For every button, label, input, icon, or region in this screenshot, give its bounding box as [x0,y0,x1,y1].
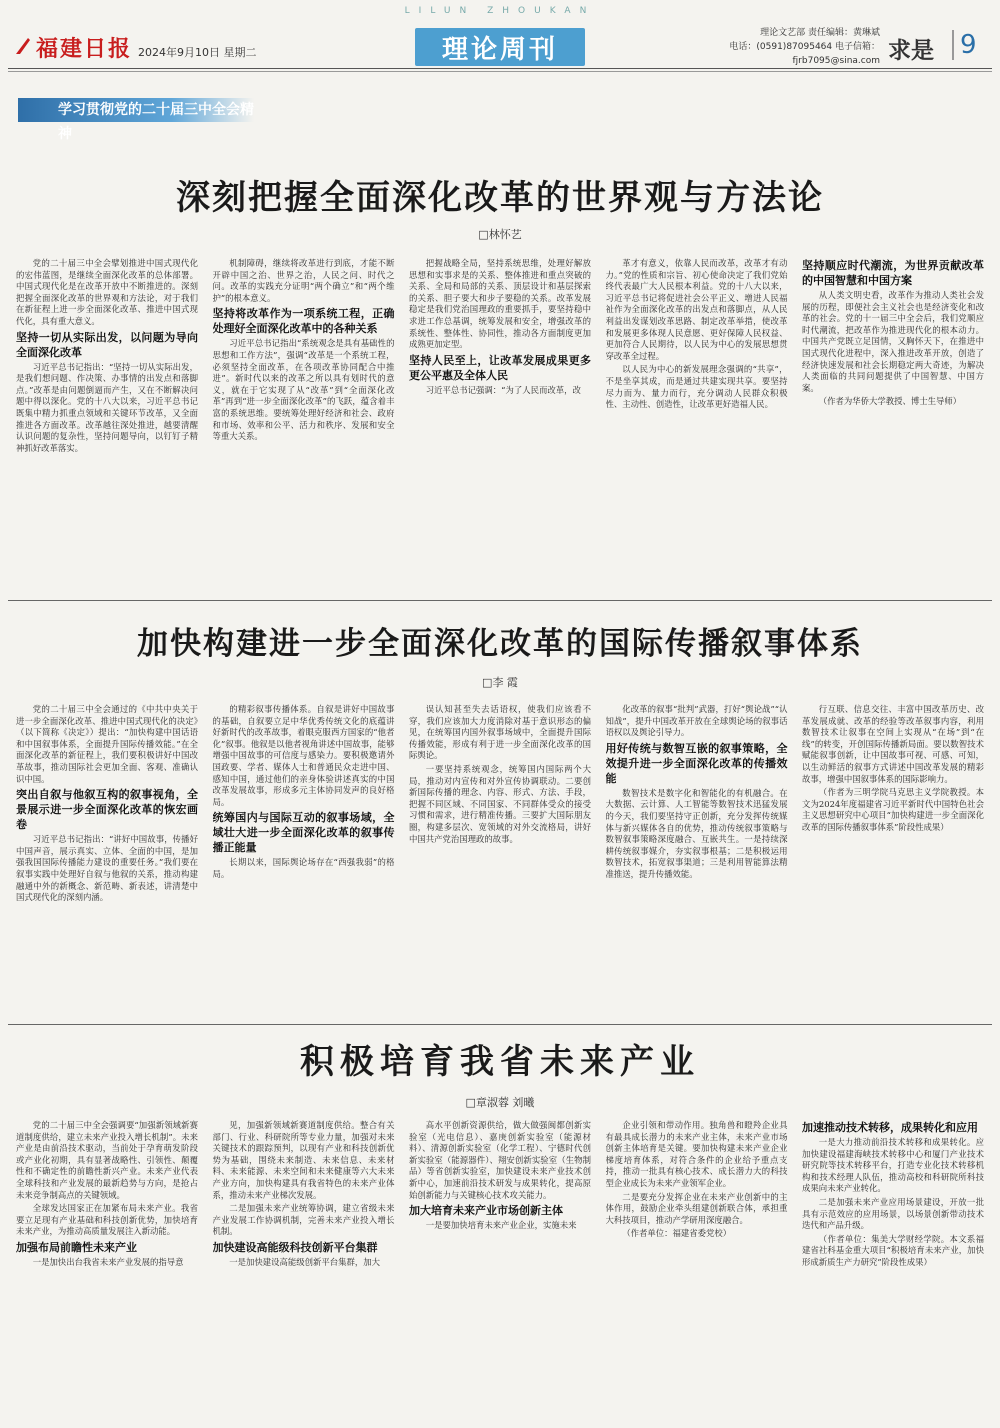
topic-ribbon: 学习贯彻党的二十届三中全会精神 [18,98,254,122]
article1-byline: □林怀艺 [478,228,522,241]
masthead-divider-thin [8,71,992,72]
body-paragraph: 革才有意义，依靠人民而改革，改革才有动力。”党的性质和宗旨、初心使命决定了我们党始终代表最广大人民根本利益。党的十八大以来，习近平总书记将促进社会公平正义、增进人民福祉作为全面深化改革的出发点和落脚点，从人民利益出发谋划改革思路、制定改革举措，使改革和发展更多体现人民意愿、更好保障人民权益、更加符合人民期待，以人民为中心的发展思想贯穿改革全过程。 [605,258,788,361]
section-name: 求是 [888,38,934,64]
section-heading: 坚持一切从实际出发，以问题为导向全面深化改革 [16,330,198,359]
article1-column [802,258,984,594]
section-heading: 加快建设高能级科技创新平台集群 [212,1240,378,1254]
body-paragraph: 一是加快建设高能级创新平台集群，加大 [229,1256,381,1267]
article2-column [606,704,788,1016]
top-pinyin: LILUN ZHOUKAN [404,6,596,16]
body-paragraph: 化改革的叙事“批判”武器，打好“舆论战”“认知战”，提升中国改革开放在全球舆论场的叙事话语权以及舆论引导力。 [605,704,788,738]
section-heading: 突出自叙与他叙互构的叙事视角，全景展示进一步全面深化改革的恢宏画卷 [16,788,198,832]
body-paragraph: 一是加快出台我省未来产业发展的指导意 [32,1256,184,1267]
body-paragraph: 一要坚持系统观念，统筹国内国际两个大局，推动对内宣传和对外宣传协调联动。二要创新国际传播的理念、内容、形式、方法、手段，把握不同区域、不同国家、不同群体受众的接受习惯和需求，进行精准传播。三要扩大国际朋友圈，构建多层次、宽领域的对外交流格局，讲好中国共产党治国理政的故事。 [409,763,591,844]
body-paragraph: 机制障碍，继续将改革进行到底，才能不断开辟中国之治、世界之治，人民之问、时代之问。改革的实践充分证明“两个确立”和“两个维护”的根本意义。 [212,258,395,303]
newspaper-logo [14,32,134,62]
masthead-divider [8,68,992,69]
body-paragraph: 见，加强新领域新赛道制度供给。整合有关部门、行业、科研院所等专业力量，加强对未来关键技术的跟踪预判，以现有产业和科技创新优势为基础，围绕未来制造、未来信息、未来材料、未来能源、未来空间和未来健康等六大未来产业方向，加快构建具有我省特色的未来产业体系，推动未来产业梯次发展。 [212,1120,395,1200]
body-paragraph: 高水平创新资源供给，做大做强闽都创新实验室（光电信息）、嘉庚创新实验室（能源材料）、清源创新实验室（化学工程）、宁德时代创新实验室（能源器件）、翔安创新实验室（生物制品）等省创新实验室，加快建设未来产业技术创新中心，加速前沿技术研发与成果转化，提高原始创新能力与关键核心技术攻关能力。 [409,1120,591,1200]
body-paragraph: 一是要加快培育未来产业企业，实施未来 [425,1220,577,1231]
article2-byline: □李 霞 [482,676,518,689]
article2-column [213,704,395,1016]
article-divider [8,600,992,601]
article1-column [606,258,788,594]
article3-column [409,1120,591,1420]
section-heading: 坚持顺应时代潮流，为世界贡献改革的中国智慧和中国方案 [802,259,984,287]
article1-title: 深刻把握全面深化改革的世界观与方法论 [176,178,824,218]
editor-line: 理论文艺部 责任编辑：黄琳斌 [760,28,880,38]
section-heading: 用好传统与数智互嵌的叙事策略，全效提升进一步全面深化改革的传播效能 [605,741,788,785]
body-paragraph: 企业引领和带动作用。独角兽和瞪羚企业具有最具成长潜力的未来产业主体，未来产业市场创新主体培育是关键。要加快构建未来产业企业梯度培育体系，对符合条件的企业给予重点支持，推动一批具有核心技术、成长潜力大的科技型企业成长为未来产业领军企业。 [605,1120,788,1188]
body-paragraph: 行互联、信息交往、丰富中国改革历史、改革发展成就、改革的经验等改革叙事内容，利用数智技术让叙事在空间上实现从“在场”到“在线”的转变，开创国际传播新局面。要以数智技术赋能叙事创新，让中国故事可视、可感、可知，以生动鲜活的叙事方式讲述中国改革发展的精彩故事，增强中国叙事体系的国际影响力。 [802,704,984,784]
body-paragraph: （作者为华侨大学教授、博士生导师） [818,396,962,407]
body-paragraph: 把握战略全局，坚持系统思维，处理好解放思想和实事求是的关系、整体推进和重点突破的关系、全局和局部的关系、顶层设计和基层探索的关系、胆子要大和步子要稳的关系。改革发展稳定是我们党治国理政的重要抓手，要坚持稳中求进工作总基调，统筹发展和安全，增强改革的系统性、整体性、协同性，推动各方面制度更加成熟更加定型。 [409,258,591,350]
body-paragraph: 从人类文明史看，改革作为推动人类社会发展的历程，即便社会主义社会也是经济变化和改革的社会。党的十一届三中全会后，我们党顺应时代潮流，把改革作为推进现代化的根本动力。中国共产党既立足国情，又胸怀天下，在推进中国式现代化进程中，深入推进改革开放，创造了经济快速发展和社会长期稳定两大奇迹，为解决人类面临的共同问题提供了中国智慧、中国方案。 [802,290,984,393]
section-banner: 理论周刊 [415,28,585,66]
masthead [0,18,1000,66]
article3-title: 积极培育我省未来产业 [300,1042,700,1082]
section-heading: 加强布局前瞻性未来产业 [16,1240,137,1254]
publication-date: 2024年9月10日 星期二 [138,46,257,59]
body-paragraph: 全球发达国家正在加紧布局未来产业。我省要立足现有产业基础和科技创新优势，加快培育未来产业，为推动高质量发展注入新动能。 [16,1203,198,1237]
logo-swoosh-icon [14,36,32,56]
section-heading: 统筹国内与国际互动的叙事场域，全域壮大进一步全面深化改革的叙事传播正能量 [212,811,395,855]
body-paragraph: 数智技术是数字化和智能化的有机融合。在大数据、云计算、人工智能等数智技术迅猛发展的今天，我们要坚持守正创新，充分发挥传统媒体与新兴媒体各自的优势，推动传统叙事策略与数智叙事策略深度融合、互嵌共生。一是持续深耕传统叙事媒介，夯实叙事根基；二是积极运用数智技术，拓宽叙事渠道；三是利用智能算法精准推送，提升传播效能。 [605,787,788,879]
body-paragraph: （作者为三明学院马克思主义学院教授。本文为2024年度福建省习近平新时代中国特色社会主义思想研究中心项目“加快构建进一步全面深化改革的国际传播叙事体系”阶段性成果） [802,787,984,832]
body-paragraph: 误认知甚至失去话语权，使我们应该看不穿，我们应该加大力度消除对基于意识形态的偏见，在统筹国内国外叙事场域中，全面提升国际传播效能，形成有利于进一步全面深化改革的国际舆论。 [409,704,591,761]
article-divider [8,1024,992,1025]
editor-meta [680,26,880,68]
body-paragraph: 长期以来，国际舆论场存在“西强我弱”的格局。 [212,857,395,879]
section-heading: 加大培育未来产业市场创新主体 [409,1204,563,1218]
body-paragraph: 党的二十届三中全会通过的《中共中央关于进一步全面深化改革、推进中国式现代化的决定》（以下简称《决定》）提出：“加快构建中国话语和中国叙事体系，全面提升国际传播效能。”在全面深化改革的新征程上，我们要积极讲好中国改革故事，推动国际社会更加全面、客观、准确认识中国。 [16,704,198,784]
page-number: 9 [952,30,977,60]
body-paragraph: 的精彩叙事传播体系。自叙是讲好中国故事的基础，自叙要立足中华优秀传统文化的底蕴讲好新时代的改革故事，着眼克服西方国家的“他者化”叙事。他叙是以他者视角讲述中国故事，能够增强中国故事的可信度与感染力。要积极邀请外国政要、学者、媒体人士和普通民众走进中国、感知中国，通过他们的亲身体验讲述真实的中国改革发展故事，形成多元主体协同发声的良好格局。 [212,704,395,807]
body-paragraph: 党的二十届三中全会擘划推进中国式现代化的宏伟蓝图，是继续全面深化改革的总体部署。中国式现代化是在改革开放中不断推进的。深刻把握全面深化改革的世界观和方法论，对于我们在新征程上进一步全面深化改革、推进中国式现代化，具有重大意义。 [16,258,198,326]
body-paragraph: 二是加强未来产业统筹协调，建立省级未来产业发展工作协调机制，完善未来产业投入增长机制。 [212,1203,395,1237]
body-paragraph: 以人民为中心的新发展理念强调的“共享”，不是坐享其成，而是通过共建实现共享。要坚持尽力而为、量力而行，充分调动人民群众积极性、主动性、创造性，让改革更好造福人民。 [605,364,788,410]
body-paragraph: 党的二十届三中全会强调要“加强新领域新赛道制度供给，建立未来产业投入增长机制”。未来产业是由前沿技术驱动，当前处于孕育萌发阶段或产业化初期，具有显著战略性、引领性、颠覆性和不确定性的前瞻性新兴产业。未来产业代表全球科技和产业发展的最新趋势与方向，是抢占未来竞争制高点的关键领域。 [16,1120,198,1200]
article2-column [409,704,591,1016]
article3-column [16,1120,198,1420]
article2-body [16,704,984,1016]
article3-body [16,1120,984,1420]
article1-column [409,258,591,594]
logo-text: 福建日报 [36,36,133,62]
article3-column [606,1120,788,1420]
article1-column [16,258,198,594]
body-paragraph: 一是大力推动前沿技术转移和成果转化。应加快建设福建海峡技术转移中心和厦门产业技术研究院等技术转移平台，打造专业化技术转移机构和技术经理人队伍，推动高校和科研院所科技成果向未来产业转化。 [802,1137,984,1194]
body-paragraph: 习近平总书记强调：“为了人民而改革，改 [425,384,581,395]
body-paragraph: 习近平总书记指出：“讲好中国故事，传播好中国声音，展示真实、立体、全面的中国，是加强我国国际传播能力建设的重要任务。”我们要在叙事实践中处理好自叙与他叙的关系，推动构建融通中外的新概念、新范畴、新表述，讲清楚中国式现代化的深刻内涵。 [16,834,198,903]
body-paragraph: （作者单位：福建省委党校） [622,1228,732,1239]
body-paragraph: 二是加强未来产业应用场景建设，开放一批具有示范效应的应用场景，以场景创新带动技术迭代和产品升级。 [802,1196,984,1231]
section-heading: 加速推动技术转移，成果转化和应用 [802,1121,978,1134]
article3-byline: □章淑蓉 刘曦 [465,1096,535,1109]
body-paragraph: 习近平总书记指出：“坚持一切从实际出发，是我们想问题、作决策、办事情的出发点和落脚点。”改革是由问题倒逼而产生，又在不断解决问题中得以深化。党的十八大以来，习近平总书记既集中精力抓重点领域和关键环节改革，又全面推进各方面改革。改革越往深处推进，越要清醒认识问题的复杂性，坚持问题导向，以钉钉子精神抓好改革落实。 [16,361,198,453]
body-paragraph: 二是要充分发挥企业在未来产业创新中的主体作用，鼓励企业牵头组建创新联合体，承担重大科技项目，推动产学研用深度融合。 [605,1191,788,1225]
article2-title: 加快构建进一步全面深化改革的国际传播叙事体系 [137,626,863,662]
section-heading: 坚持将改革作为一项系统工程，正确处理好全面深化改革中的各种关系 [212,307,395,336]
body-paragraph: 习近平总书记指出“系统观念是具有基础性的思想和工作方法”，强调“改革是一个系统工程，必须坚持全面改革，在各项改革协同配合中推进”。新时代以来的改革之所以具有划时代的意义，就在于它实现了从“改革”到“全面深化改革”再到“进一步全面深化改革”的飞跃，蕴含着丰富的系统思维。要统筹处理好经济和社会、政府和市场、效率和公平、活力和秩序、发展和安全等重大关系。 [212,338,395,442]
contact-line: 电话：(0591)87095464 电子信箱：fjrb7095@sina.com [729,42,880,66]
article1-column [213,258,395,594]
article3-column [802,1120,984,1420]
section-heading: 坚持人民至上，让改革发展成果更多更公平惠及全体人民 [409,353,591,382]
article3-column [213,1120,395,1420]
article2-column [802,704,984,1016]
body-paragraph: （作者单位：集美大学财经学院。本文系福建省社科基金重大项目“积极培育未来产业，加快形成新质生产力研究”阶段性成果） [802,1233,984,1267]
article1-body [16,258,984,594]
article2-column [16,704,198,1016]
